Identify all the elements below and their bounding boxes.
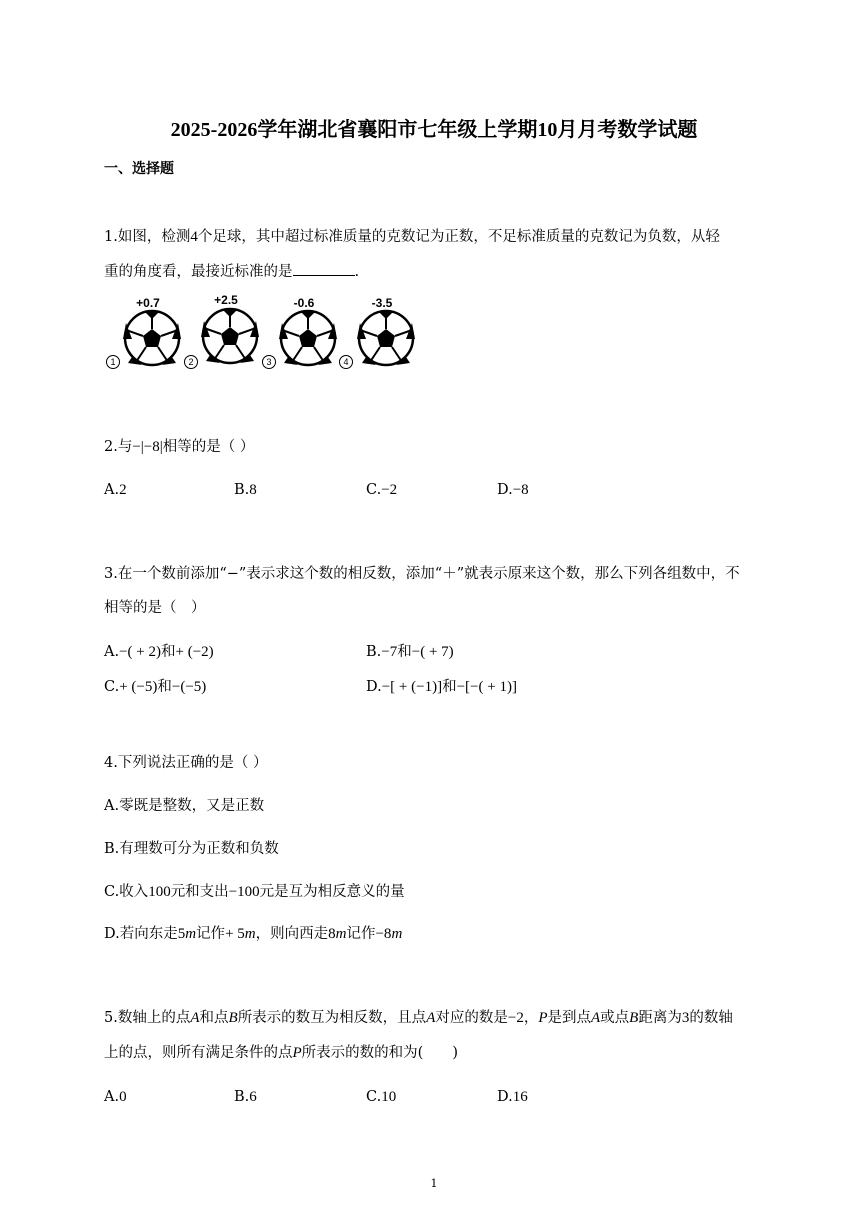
option-a[interactable]: A.2	[104, 482, 127, 498]
option-b[interactable]: B.−7和−( + 7)	[366, 644, 454, 660]
option-a[interactable]: A.零既是整数，又是正数	[104, 798, 265, 814]
page-title: 2025-2026学年湖北省襄阳市七年级上学期10月月考数学试题	[170, 119, 698, 141]
ball-number: 2	[184, 355, 198, 369]
question-4-stem: 4.下列说法正确的是（ ）	[104, 755, 268, 771]
ball-label: -3.5	[371, 296, 393, 310]
option-a[interactable]: A.−( + 2)和+ (−2)	[104, 644, 214, 660]
question-2-stem: 2.与−|−8|相等的是（ ）	[104, 439, 255, 455]
question-3-line-2: 相等的是（ ）	[104, 600, 206, 616]
option-b[interactable]: B.6	[234, 1089, 257, 1105]
section-heading: 一、选择题	[104, 161, 174, 177]
ball-label: +0.7	[136, 296, 160, 310]
question-5-line-1: 5.数轴上的点A和点B所表示的数互为相反数，且点A对应的数是−2，P是到点A或点B距离为3的数轴	[104, 1010, 733, 1026]
question-5-line-2: 上的点，则所有满足条件的点P所表示的数的和为( )	[104, 1045, 458, 1061]
option-b[interactable]: B.有理数可分为正数和负数	[104, 841, 279, 857]
option-c[interactable]: C.+ (−5)和−(−5)	[104, 679, 207, 695]
question-1-line-2: 重的角度看，最接近标准的是 .	[104, 261, 359, 282]
ball-number: 3	[262, 355, 276, 369]
option-c[interactable]: C.收入100元和支出−100元是互为相反意义的量	[104, 884, 405, 900]
option-d[interactable]: D.若向东走5m记作+ 5m，则向西走8m记作−8m	[104, 926, 403, 942]
ball-number: 4	[339, 355, 353, 369]
option-c[interactable]: C.10	[366, 1089, 397, 1105]
option-d[interactable]: D.16	[497, 1089, 528, 1105]
page-number: 1	[430, 1177, 438, 1190]
soccer-ball-icon	[276, 309, 340, 367]
ball-label: +2.5	[214, 293, 238, 307]
option-d[interactable]: D.−[ + (−1)]和−[−( + 1)]	[366, 679, 517, 695]
option-d[interactable]: D.−8	[497, 482, 529, 498]
question-3-line-1: 3.在一个数前添加“−”表示求这个数的相反数，添加“＋”就表示原来这个数，那么下列各组数中，不	[104, 566, 740, 582]
ball-label: -0.6	[293, 296, 315, 310]
answer-blank[interactable]	[293, 261, 355, 276]
soccer-ball-icon	[120, 309, 184, 367]
option-b[interactable]: B.8	[234, 482, 257, 498]
question-1-line-1: 1.如图，检测4个足球，其中超过标准质量的克数记为正数，不足标准质量的克数记为负数，从轻	[104, 229, 720, 245]
ball-number: 1	[106, 355, 120, 369]
soccer-ball-icon	[354, 309, 418, 367]
option-c[interactable]: C.−2	[366, 482, 398, 498]
soccer-ball-icon	[198, 307, 262, 365]
option-a[interactable]: A.0	[104, 1089, 127, 1105]
